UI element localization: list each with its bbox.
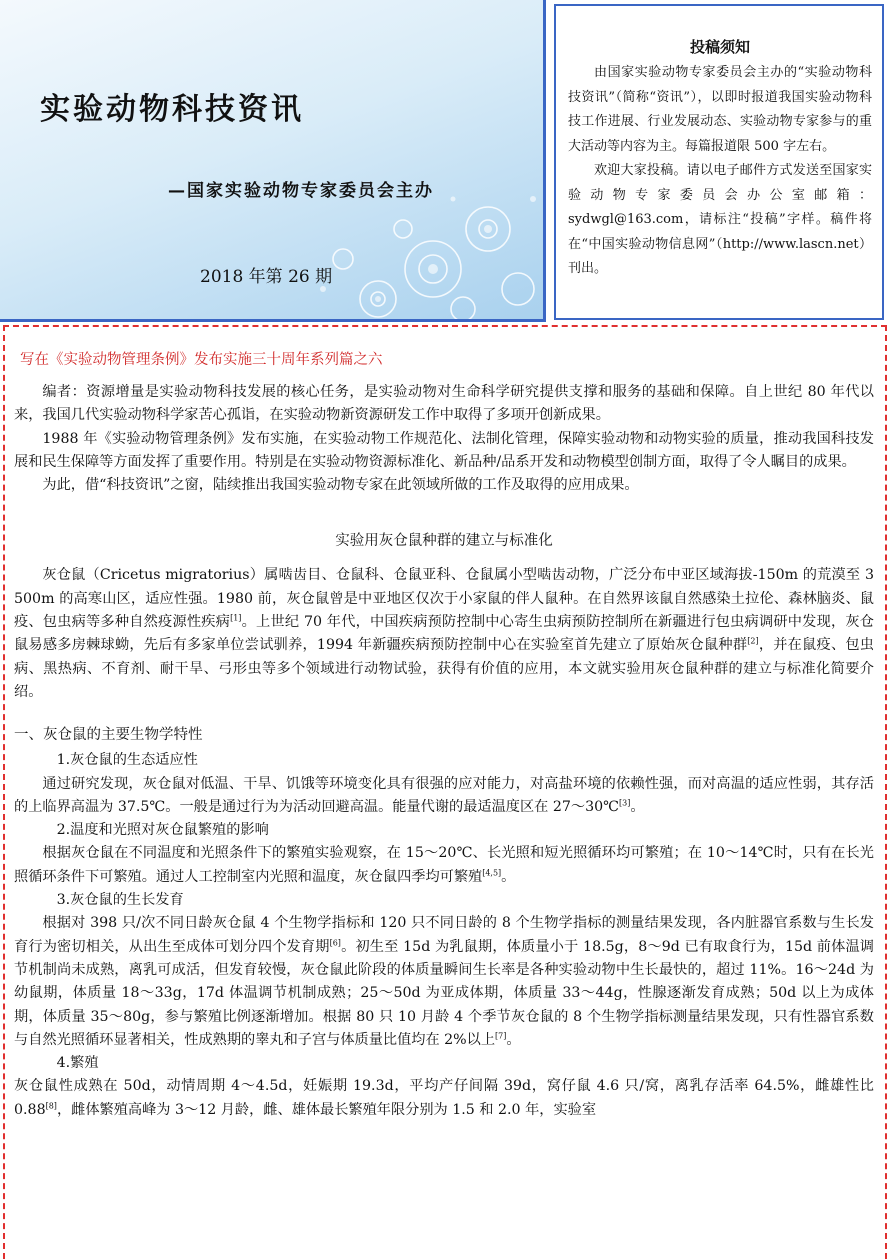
s2-end: 。 <box>501 868 516 885</box>
header-banner <box>0 0 546 322</box>
subsection-1-text <box>14 773 874 820</box>
subsection-3-text <box>14 912 874 1052</box>
notice-title: 投稿须知 <box>689 38 750 56</box>
s1-end: 。 <box>630 798 645 815</box>
article-title: 实验用灰仓鼠种群的建立与标准化 <box>335 533 553 550</box>
newsletter-subtitle: —国家实验动物专家委员会主办 <box>168 181 434 201</box>
submission-notice <box>554 4 884 320</box>
citation-4-5: [4,5] <box>482 868 502 878</box>
citation-2: [2] <box>747 636 759 646</box>
s4-text-b: ，雌体繁殖高峰为 3～12 月龄，雌、雄体最长繁殖年限分别为 1.5 和 2.0 年，实验室 <box>56 1101 597 1118</box>
notice-paragraph-2: 欢迎大家投稿。请以电子邮件方式发送至国家实验动物专家委员会办公室邮箱：sydwgl@163.com，请标注“投稿”字样。稿件将在“中国实验动物信息网”（http://www.lascn.net）刊出。 <box>568 163 872 276</box>
subsection-3-title: 3.灰仓鼠的生长发育 <box>56 892 184 909</box>
series-title: 写在《实验动物管理条例》发布实施三十周年系列篇之六 <box>20 352 383 368</box>
s4-text-a: 灰仓鼠性成熟在 50d，动情周期 4～4.5d，妊娠期 19.3d，平均产仔间隔 39d，窝仔鼠 4.6 只/窝，离乳存活率 64.5%，雌雄性比 0.88 <box>14 1078 874 1118</box>
intro-text-a: 灰仓鼠（Cricetus migratorius）属啮齿目、仓鼠科、仓鼠亚科、仓鼠属小型啮齿动物，广泛分布中亚区域海拔-150m 的荒漠至 3 500m 的高寒山区，适应性强。1980 前，灰仓鼠曾是中亚地区仅次于小家鼠的伴人鼠种。在自然界该鼠自然感染土拉伦、森林脑炎、鼠疫、包虫病等多种自然疫源性疾病 <box>14 567 874 631</box>
s3-text-c: 。 <box>506 1031 521 1048</box>
subsection-2-title: 2.温度和光照对灰仓鼠繁殖的影响 <box>56 822 269 839</box>
citation-1: [1] <box>230 613 242 623</box>
citation-8: [8] <box>45 1100 57 1110</box>
main-content <box>14 340 874 1122</box>
s1-text: 通过研究发现，灰仓鼠对低温、干旱、饥饿等环境变化具有很强的应对能力，对高盐环境的依赖性强，而对高温的适应性弱，其存活的上临界高温为 37.5℃。一般是通过行为为活动回避高温。能量代谢的最适温度区在 27～30℃ <box>14 775 874 815</box>
citation-3: [3] <box>619 798 631 808</box>
s3-text-a: 根据对 398 只/次不同日龄灰仓鼠 4 个生物学指标和 120 只不同日龄的 8 个生物学指标的测量结果发现，各内脏器官系数与生长发育行为密切相关，从出生至成体可划分四个发育期 <box>14 915 874 955</box>
editor-paragraph-1: 编者：资源增量是实验动物科技发展的核心任务，是实验动物对生命科学研究提供支撑和服务的基础和保障。自上世纪 80 年代以来，我国几代实验动物科学家苦心孤诣，在实验动物新资源研发工作中取得了多项开创新成果。 <box>14 384 874 424</box>
intro-paragraph <box>14 564 874 704</box>
newsletter-title: 实验动物科技资讯 <box>40 92 304 127</box>
editor-paragraph-2: 1988 年《实验动物管理条例》发布实施，在实验动物工作规范化、法制化管理，保障实验动物和动物实验的质量，推动我国科技发展和民生保障等方面发挥了重要作用。特别是在实验动物资源标准化、新品种/品系开发和动物模型创制方面，取得了令人瞩目的成果。 <box>14 430 874 470</box>
citation-6: [6] <box>329 937 341 947</box>
s3-text-b: 。初生至 15d 为乳鼠期，体质量小于 18.5g，8～9d 已有取食行为，15d 前体温调节机制尚未成熟，离乳可成活，但发育较慢，灰仓鼠此阶段的体质量瞬间生长率是各种实验动物中生长最快的，超过 11%。16～24d 为幼鼠期，体质量 18～33g，17d 体温调节机制成熟；25～50d 为亚成体期，体质量 33～44g，性腺逐渐发育成熟；50d 以上为成体期，体质量 35～80g，参与繁殖比例逐渐增加。根据 80 只 10 月龄 4 个季节灰仓鼠的 8 个生物学指标测量结果发现，只有性器官系数与自然光照循环显著相关，性成熟期的睾丸和子宫与体质量比值均在 2%以上 <box>14 938 874 1048</box>
editor-paragraph-3: 为此，借“科技资讯”之窗，陆续推出我国实验动物专家在此领域所做的工作及取得的应用成果。 <box>42 477 639 494</box>
intro-text-b: 。上世纪 70 年代，中国疾病预防控制中心寄生虫病预防控制所在新疆进行包虫病调研中发现，灰仓鼠易感多房棘球蚴，先后有多家单位尝试驯养，1994 年新疆疾病预防控制中心在实验室首先建立了原始灰仓鼠种群 <box>14 614 874 654</box>
intro-text-c: ，并在鼠疫、包虫病、黑热病、不育剂、耐干旱、弓形虫等多个领域进行动物试验，获得有价值的应用，本文就实验用灰仓鼠种群的建立与标准化简要介绍。 <box>14 637 874 700</box>
issue-number: 2018 年第 26 期 <box>200 267 333 287</box>
subsection-4-title: 4.繁殖 <box>56 1055 99 1072</box>
s2-text: 根据灰仓鼠在不同温度和光照条件下的繁殖实验观察，在 15～20℃、长光照和短光照循环均可繁殖；在 10～14℃时，只有在长光照循环条件下可繁殖。通过人工控制室内光照和温度，灰仓鼠四季均可繁殖 <box>14 845 874 885</box>
section-heading: 一、灰仓鼠的主要生物学特性 <box>14 727 203 744</box>
subsection-1-title: 1.灰仓鼠的生态适应性 <box>56 752 198 769</box>
citation-7: [7] <box>495 1031 507 1041</box>
subsection-2-text <box>14 842 874 889</box>
subsection-4-text <box>14 1075 874 1122</box>
notice-paragraph-1: 由国家实验动物专家委员会主办的“实验动物科技资讯”（简称“资讯”），以即时报道我国实验动物科技工作进展、行业发展动态、实验动物专家参与的重大活动等内容为主。每篇报道限 500 字左右。 <box>568 65 872 154</box>
